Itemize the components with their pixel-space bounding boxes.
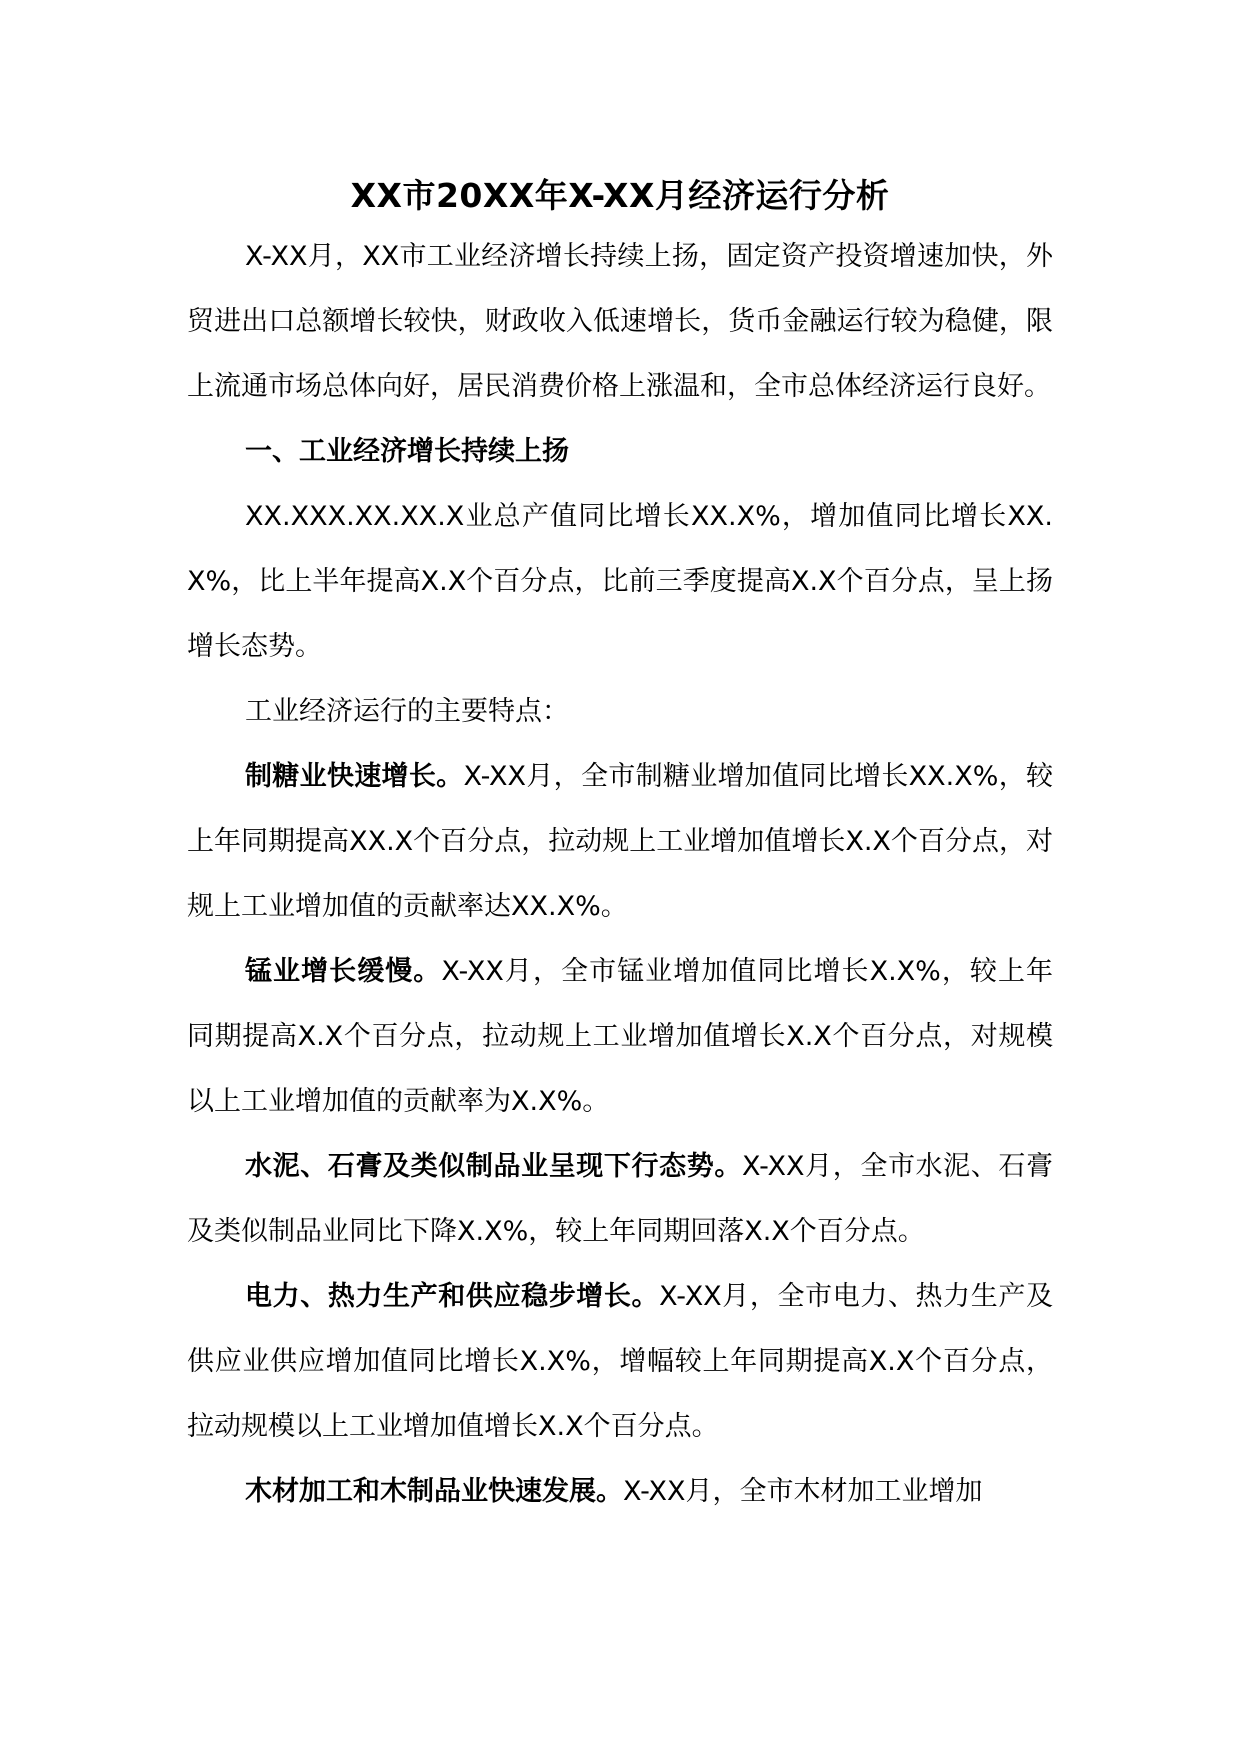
document-body bbox=[187, 224, 1053, 1524]
feature-item-power bbox=[187, 1264, 1053, 1459]
feature-text: X-XX月，全市水泥、石膏及类似制品业同比下降X.X%，较上年同期回落X.X个百分点。 bbox=[187, 1151, 1053, 1247]
section-paragraph-industry: XX.XXX.XX.XX.X业总产值同比增长XX.X%，增加值同比增长XX.X%，比上半年提高X.X个百分点，比前三季度提高X.X个百分点，呈上扬增长态势。 bbox=[187, 501, 1053, 662]
feature-text: X-XX月，全市制糖业增加值同比增长XX.X%，较上年同期提高XX.X个百分点，拉动规上工业增加值增长X.X个百分点，对规上工业增加值的贡献率达XX.X%。 bbox=[187, 761, 1054, 922]
intro-paragraph: X-XX月，XX市工业经济增长持续上扬，固定资产投资增速加快，外贸进出口总额增长较快，财政收入低速增长，货币金融运行较为稳健，限上流通市场总体向好，居民消费价格上涨温和，全市总体经济运行良好。 bbox=[187, 241, 1053, 402]
feature-lead: 水泥、石膏及类似制品业呈现下行态势。 bbox=[245, 1151, 742, 1182]
feature-lead: 木材加工和木制品业快速发展。 bbox=[245, 1476, 623, 1507]
feature-lead: 制糖业快速增长。 bbox=[245, 761, 464, 792]
feature-lead: 电力、热力生产和供应稳步增长。 bbox=[245, 1281, 660, 1312]
feature-text: X-XX月，全市电力、热力生产及供应业供应增加值同比增长X.X%，增幅较上年同期提高X.X个百分点，拉动规模以上工业增加值增长X.X个百分点。 bbox=[187, 1281, 1053, 1442]
section-heading-industry: 一、工业经济增长持续上扬 bbox=[245, 436, 569, 467]
feature-item-sugar bbox=[187, 744, 1053, 939]
feature-item-cement bbox=[187, 1134, 1053, 1264]
feature-item-manganese bbox=[187, 939, 1053, 1134]
feature-lead: 锰业增长缓慢。 bbox=[245, 956, 442, 987]
feature-text: X-XX月，全市木材加工业增加 bbox=[623, 1476, 983, 1507]
document-page bbox=[187, 172, 1053, 1524]
document-title: XX市20XX年X-XX月经济运行分析 bbox=[350, 176, 890, 215]
features-intro: 工业经济运行的主要特点： bbox=[245, 696, 569, 727]
feature-item-wood bbox=[187, 1459, 1053, 1524]
feature-text: X-XX月，全市锰业增加值同比增长X.X%，较上年同期提高X.X个百分点，拉动规上工业增加值增长X.X个百分点，对规模以上工业增加值的贡献率为X.X%。 bbox=[187, 956, 1053, 1117]
